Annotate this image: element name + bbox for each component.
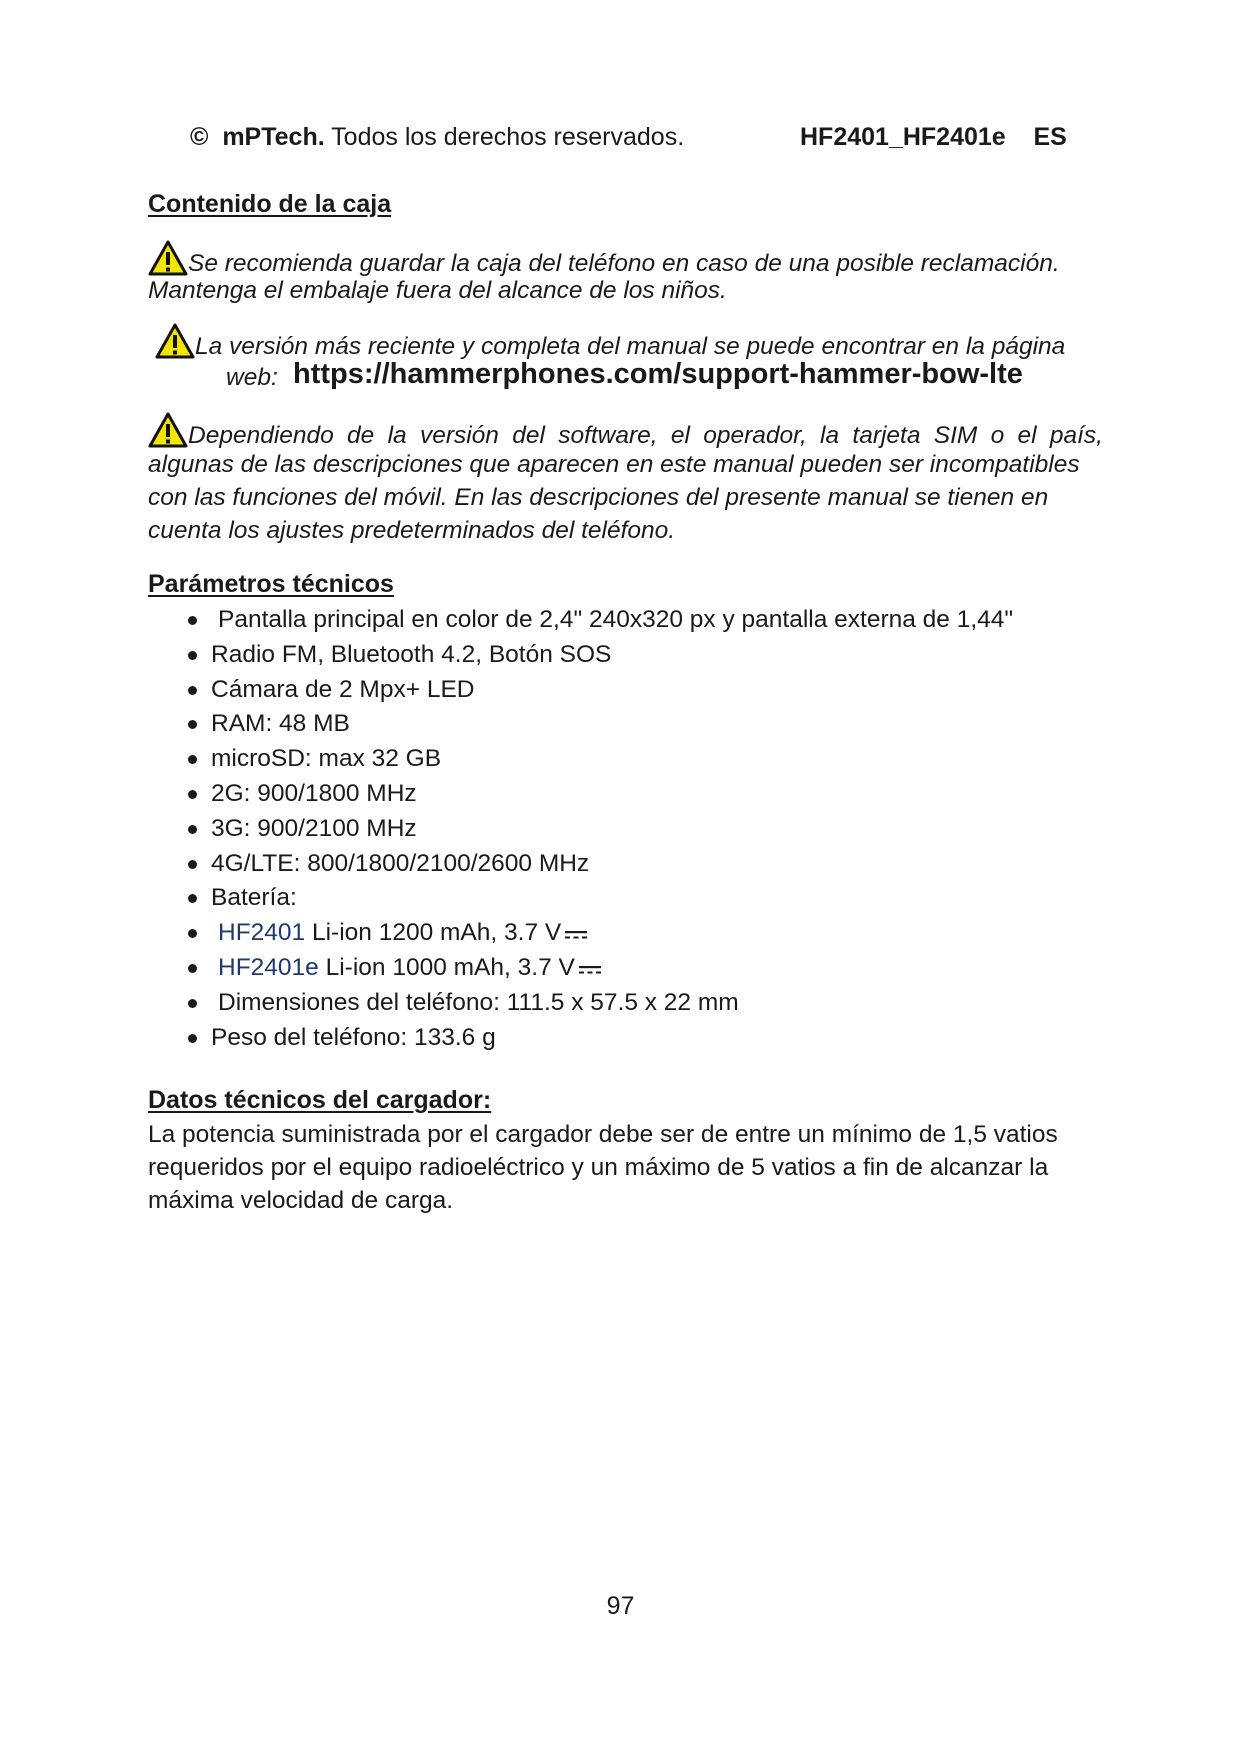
bullet	[188, 929, 197, 938]
spec-text: microSD: max 32 GB	[211, 745, 442, 773]
bullet	[188, 964, 197, 973]
company-name: mPTech.	[222, 123, 325, 151]
dc-symbol-icon	[565, 929, 587, 941]
dc-symbol-icon	[579, 964, 601, 976]
rights-text: Todos los derechos reservados.	[331, 123, 685, 151]
web-label: web:	[226, 364, 278, 391]
copyright-line	[190, 122, 684, 152]
spec-text: RAM: 48 MB	[211, 710, 350, 738]
spec-text: Dimensiones del teléfono: 111.5 x 57.5 x 22 mm	[218, 988, 739, 1016]
bullet	[188, 894, 197, 903]
box-contents-heading: Contenido de la caja	[148, 190, 392, 218]
list-item	[148, 951, 1013, 986]
battery1-model: HF2401	[218, 919, 306, 947]
specs-list	[148, 603, 1013, 1055]
list-item	[148, 881, 1013, 916]
spec-text: Cámara de 2 Mpx+ LED	[211, 675, 475, 703]
bullet	[188, 651, 197, 660]
warning-software-text1: Dependiendo de la versión del software, el operador, la tarjeta SIM o el país,	[188, 422, 1103, 449]
warning-box-text1: Se recomienda guardar la caja del teléfono en caso de una posible reclamación.	[188, 250, 1060, 277]
list-item	[148, 847, 1013, 882]
charger-line1: La potencia suministrada por el cargador debe ser de entre un mínimo de 1,5 vatios	[148, 1121, 1058, 1148]
spec-text: 2G: 900/1800 MHz	[211, 779, 417, 807]
bullet	[188, 1034, 197, 1043]
model-header	[800, 122, 1067, 152]
warning-software-line1	[148, 411, 1103, 452]
list-item	[148, 777, 1013, 812]
charger-paragraph	[148, 1118, 1058, 1217]
list-item	[148, 812, 1013, 847]
charger-heading: Datos técnicos del cargador:	[148, 1086, 492, 1114]
warning-software-text2: algunas de las descripciones que aparecen en este manual pueden ser incompatibles	[148, 451, 1080, 478]
bullet	[188, 686, 197, 695]
list-item	[148, 986, 1013, 1021]
bullet	[188, 720, 197, 729]
spec-text: Peso del teléfono: 133.6 g	[211, 1023, 496, 1051]
battery2-model: HF2401e	[218, 953, 319, 981]
bullet	[188, 999, 197, 1008]
warning-icon	[148, 239, 188, 277]
copyright-symbol: ©	[190, 123, 209, 151]
bullet	[188, 755, 197, 764]
list-item	[148, 673, 1013, 708]
bullet	[188, 616, 197, 625]
page-number: 97	[606, 1592, 635, 1620]
list-item	[148, 742, 1013, 777]
spec-text: 3G: 900/2100 MHz	[211, 814, 417, 842]
battery2-spec: Li-ion 1000 mAh, 3.7 V	[325, 953, 575, 981]
warning-icon	[148, 411, 188, 449]
language-code: ES	[1033, 123, 1067, 151]
tech-params-heading: Parámetros técnicos	[148, 570, 394, 598]
model-code: HF2401_HF2401e	[800, 123, 1006, 151]
warning-box-text2: Mantenga el embalaje fuera del alcance de los niños.	[148, 277, 727, 304]
manual-url-link[interactable]: https://hammerphones.com/support-hammer-bow-lte	[293, 358, 1023, 390]
spec-text: Pantalla principal en color de 2,4" 240x320 px y pantalla externa de 1,44"	[218, 606, 1014, 633]
warning-icon	[155, 322, 195, 360]
spec-text: Batería:	[211, 884, 297, 912]
charger-line2: requeridos por el equipo radioeléctrico y un máximo de 5 vatios a fin de alcanzar la	[148, 1154, 1049, 1181]
warning-manual-line1	[155, 322, 1065, 363]
list-item	[148, 1021, 1013, 1056]
bullet	[188, 825, 197, 834]
list-item	[148, 603, 1013, 638]
warning-manual-text1: La versión más reciente y completa del manual se puede encontrar en la página	[195, 333, 1066, 360]
charger-line3: máxima velocidad de carga.	[148, 1187, 454, 1214]
list-item	[148, 916, 1013, 951]
warning-software-text3: con las funciones del móvil. En las descripciones del presente manual se tienen en	[148, 484, 1049, 511]
spec-text: Radio FM, Bluetooth 4.2, Botón SOS	[211, 640, 612, 668]
battery1-spec: Li-ion 1200 mAh, 3.7 V	[311, 919, 562, 947]
bullet	[188, 860, 197, 869]
bullet	[188, 790, 197, 799]
list-item	[148, 638, 1013, 673]
warning-software-text4: cuenta los ajustes predeterminados del teléfono.	[148, 517, 676, 544]
list-item	[148, 707, 1013, 742]
spec-text: 4G/LTE: 800/1800/2100/2600 MHz	[211, 849, 590, 877]
